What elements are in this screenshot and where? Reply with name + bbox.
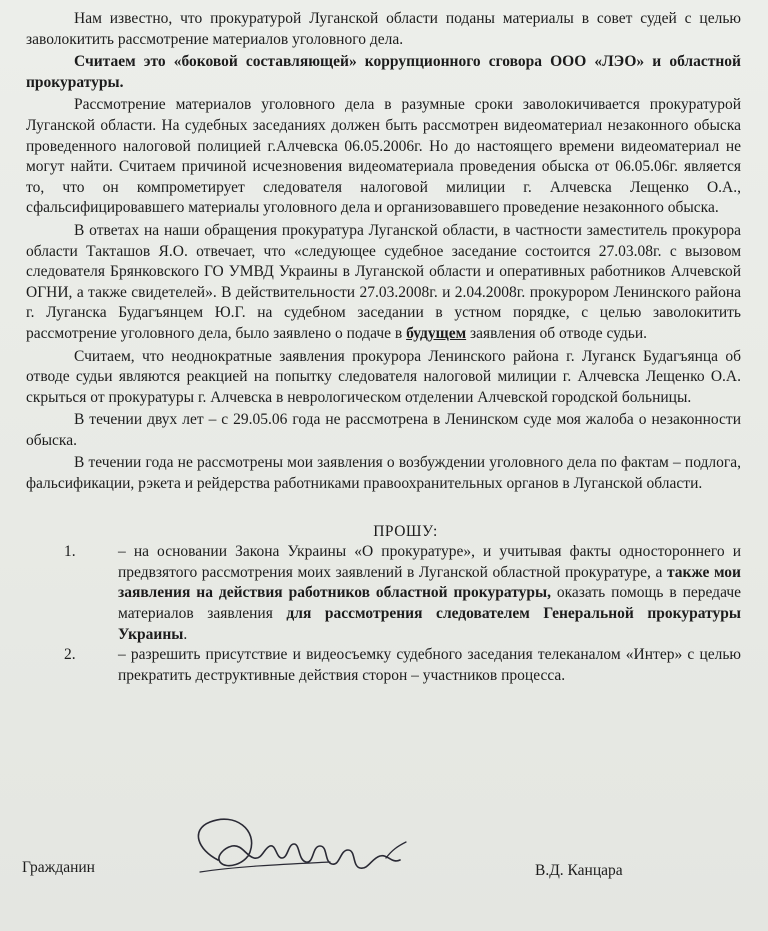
paragraph-7: В течении года не рассмотрены мои заявления о возбуждении уголовного дела по фактам – подлога, фальсификации, рэкета и рейдерства работниками правоохранительных органов в Луганской области. xyxy=(26,454,741,493)
paragraph-6: В течении двух лет – с 29.05.06 года не рассмотрена в Ленинском суде моя жалоба о незаконности обыска. xyxy=(26,411,741,449)
request-item-1-part-b: также мои заявления на действия работников областной прокуратуры, xyxy=(118,563,741,602)
request-item-1-part-d: для рассмотрения следователем Генеральной прокуратуры Украины xyxy=(118,605,741,643)
signer-name: В.Д. Канцара xyxy=(535,862,623,879)
request-item-1-number: 1. xyxy=(64,543,76,561)
signer-role: Гражданин xyxy=(22,859,95,876)
paragraph-4 xyxy=(26,221,741,345)
paragraph-4-text-a: В ответах на наши обращения прокуратура Луганской области, в частности заместитель прокурора области Такташов Я.О. отвечает, что «следующее судебное заседание состоится 27.03.08г. с вызовом следователя Брянковского ГО УМВД Украины в Луганской области и оперативных работников Алчевской ОГНИ, а также свидетелей». В действительности 27.03.2008г. и 2.04.2008г. прокурором Ленинского района г. Луганска Будагъянцем Ю.Г. на судебном заседании в устном порядке, с целью заволокитить рассмотрение уголовного дела, было заявлено о подаче в xyxy=(26,221,741,342)
letter-body xyxy=(26,9,741,686)
request-item-2 xyxy=(26,645,741,686)
paragraph-4-emphasis: будущем xyxy=(406,324,467,342)
request-item-2-text: – разрешить присутствие и видеосъемку судебного заседания телеканалом «Интер» с целью прекратить деструктивные действия сторон – участников процесса. xyxy=(118,646,741,684)
request-item-1 xyxy=(26,542,741,645)
signature-image xyxy=(180,800,420,900)
paragraph-5: Считаем, что неоднократные заявления прокурора Ленинского района г. Луганск Будагъянца об отводе судьи являются реакцией на попытку следователя налоговой милиции г. Алчевска Лещенко О.А. скрыться от прокуратуры г. Алчевска в неврологическом отделении Алчевской городской больницы. xyxy=(26,347,741,406)
request-item-2-number: 2. xyxy=(64,646,76,664)
paragraph-1: Нам известно, что прокуратурой Луганской области поданы материалы в совет судей с целью заволокитить рассмотрение материалов уголовного дела. xyxy=(26,10,741,48)
request-item-1-part-a: – на основании Закона Украины «О прокуратуре», и учитывая факты одностороннего и предвзятого рассмотрения моих заявлений в Луганской областной прокуратуре, а xyxy=(118,543,741,581)
request-item-1-part-e: . xyxy=(183,625,188,643)
paragraph-4-text-c: заявления об отводе судьи. xyxy=(466,324,648,342)
paragraph-3: Рассмотрение материалов уголовного дела в разумные сроки заволокичивается прокуратурой Луганской области. На судебных заседаниях должен быть рассмотрен видеоматериал незаконного обыска проведенного налоговой полицией г.Алчевска 06.05.2006г. Но до настоящего времени видеоматериал не могут найти. Считаем причиной исчезновения видеоматериала проведения обыска от 06.05.06г. является то, что он компрометирует следователя налоговой милиции г. Алчевска Лещенко О.А., сфальсифицировавшего материалы уголовного дела и организовавшего проведение незаконного обыска. xyxy=(26,96,741,217)
request-heading: ПРОШУ: xyxy=(373,522,438,540)
paragraph-2: Считаем это «боковой составляющей» коррупционного сговора ООО «ЛЭО» и областной прокуратуры. xyxy=(26,53,741,91)
request-item-1-text xyxy=(112,542,741,645)
request-item-1-part-c: оказать помощь в передаче материалов заявления xyxy=(118,584,741,623)
